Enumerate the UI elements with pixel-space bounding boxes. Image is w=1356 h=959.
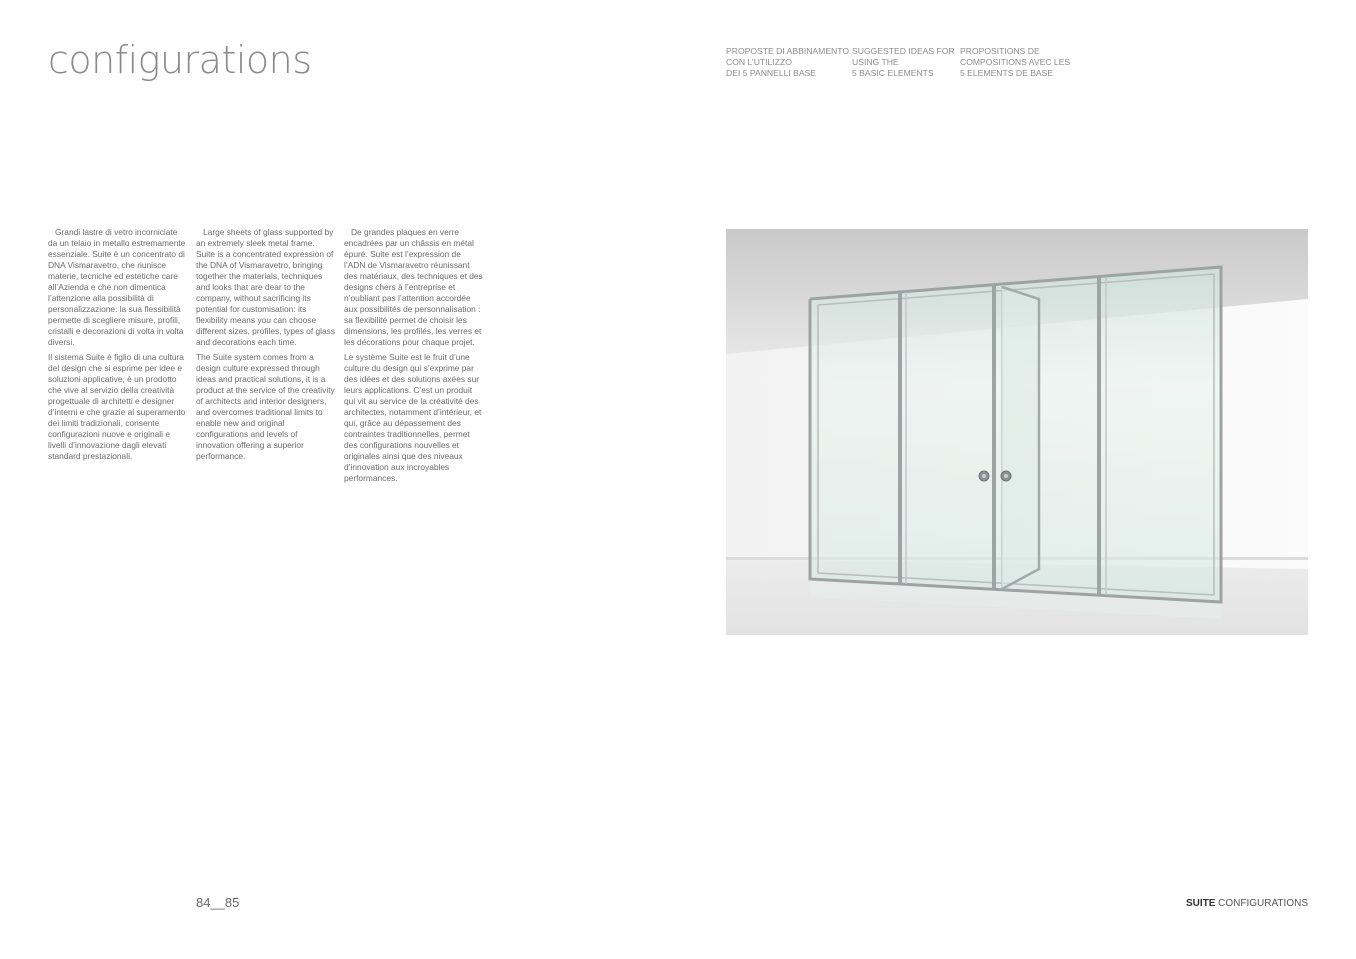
section-label: [1186, 898, 1308, 909]
product-photo-glass-partition: [726, 229, 1308, 635]
section-name: CONFIGURATIONS: [1218, 898, 1308, 909]
brand-name: SUITE: [1185, 898, 1216, 909]
text-column-english: [196, 227, 336, 466]
page-title: configurations: [48, 38, 312, 82]
paragraph: Il sistema Suite è figlio di una cultura del design che si esprime per idee e soluzioni applicative, è un prodotto che vive al servizio della creatività progettuale di architetti e designer d’interni e che grazie al superamento dei limiti tradizionali, consente configurazioni nuove e originali e livelli d’innovazione dagli elevati standard prestazionali.: [48, 352, 186, 461]
text-column-italian: [48, 227, 188, 466]
paragraph: Large sheets of glass supported by an extremely sleek metal frame. Suite is a concentrated expression of the DNA of Vismaravetro, bringing together the materials, techniques and looks that are dear to the company, without sacrificing its potential for customisation: its flexibility means you can choose different sizes, profiles, types of glass and decorations each time.: [196, 227, 336, 347]
paragraph: De grandes plaques en verre encadrées par un châssis en métal épuré. Suite est l’expression de l’ADN de Vismaravetro réunissant des matériaux, des techniques et des designs chers à l’entreprise et n’oubliant pas l’attention accordée aux possibilités de personnalisation : sa flexibilité permet de choisir les dimensions, les profilés, les verres et les décorations pour chaque projet.: [344, 227, 483, 347]
page-numbers: 84__85: [196, 895, 240, 910]
paragraph: Grandi lastre di vetro incorniciate da un telaio in metallo estremamente essenziale. Suite è un concentrato di DNA Vismaravetro, che riunisce materie, tecniche ed estetiche care all’Azienda e che non dimentica l’attenzione alla possibilità di personalizzazione: la sua flessibilità permette di scegliere misure, profili, cristalli e decorazioni di volta in volta diversi.: [48, 227, 186, 347]
paragraph: The Suite system comes from a design culture expressed through ideas and practical solutions, it is a product at the service of the creativity of architects and interior designers, and overcomes traditional limits to enable new and original configurations and levels of innovation offering a superior performance.: [196, 352, 335, 461]
caption-english: SUGGESTED IDEAS FOR USING THE 5 BASIC ELEMENTS: [852, 46, 955, 78]
paragraph: Le système Suite est le fruit d’une culture du design qui s’exprime par des idées et des solutions axées sur leurs applications. C’est un produit qui vit au service de la créativité des architectes, notamment d’intérieur, et qui, grâce au dépassement des contraintes traditionnelles, permet des configurations nouvelles et originales ainsi que des niveaux d’innovation aux incroyables performances.: [344, 352, 482, 483]
caption-french: PROPOSITIONS DE COMPOSITIONS AVEC LES 5 ELEMENTS DE BASE: [960, 46, 1071, 78]
caption-italian: PROPOSTE DI ABBINAMENTO CON L’UTILIZZO DEI 5 PANNELLI BASE: [726, 46, 850, 78]
text-column-french: [344, 227, 484, 488]
